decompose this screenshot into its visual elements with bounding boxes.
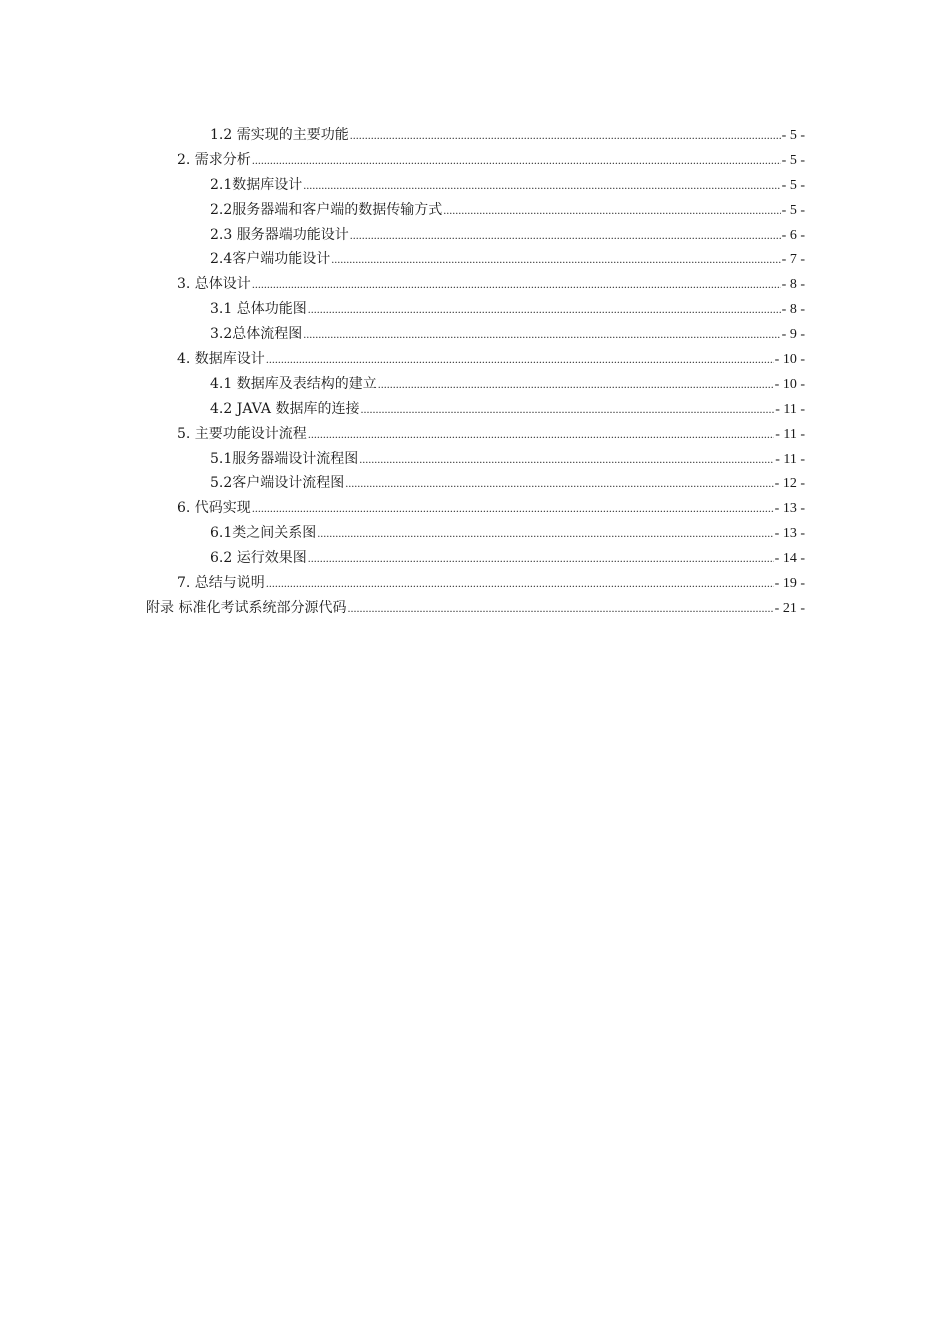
toc-entry[interactable]	[0, 372, 950, 397]
toc-entry-title: 5.2客户端设计流程图	[210, 475, 345, 492]
toc-entry-title: 3. 总体设计	[177, 276, 251, 293]
toc-entry-page: - 9 -	[781, 327, 805, 343]
toc-entry[interactable]	[0, 447, 950, 472]
toc-entry[interactable]	[0, 571, 950, 596]
toc-entry[interactable]	[0, 148, 950, 173]
toc-entry-title: 2.1数据库设计	[210, 176, 303, 193]
toc-entry-page: - 5 -	[781, 152, 805, 168]
dot-leader	[308, 422, 774, 447]
dot-leader	[350, 123, 781, 148]
toc-entry-page: - 13 -	[774, 526, 805, 542]
toc-entry-title: 4.2 JAVA 数据库的连接	[210, 400, 360, 417]
toc-entry-title: 4.1 数据库及表结构的建立	[210, 375, 377, 392]
toc-entry[interactable]	[0, 198, 950, 223]
toc-entry-page: - 8 -	[781, 302, 805, 318]
toc-entry-page: - 10 -	[774, 376, 805, 392]
toc-entry-title: 7. 总结与说明	[177, 575, 265, 592]
toc-entry-page: - 14 -	[774, 551, 805, 567]
dot-leader	[266, 571, 774, 596]
toc-entry[interactable]	[0, 422, 950, 447]
toc-entry[interactable]	[0, 123, 950, 148]
toc-entry-page: - 10 -	[774, 352, 805, 368]
table-of-contents	[0, 123, 950, 621]
dot-leader	[252, 272, 781, 297]
dot-leader	[359, 447, 774, 472]
toc-entry[interactable]	[0, 272, 950, 297]
toc-entry-title: 2.3 服务器端功能设计	[210, 226, 349, 243]
dot-leader	[303, 322, 780, 347]
toc-entry-title: 6. 代码实现	[177, 500, 251, 517]
toc-entry-title: 2.2服务器端和客户端的数据传输方式	[210, 201, 443, 218]
toc-entry[interactable]	[0, 322, 950, 347]
toc-entry[interactable]	[0, 471, 950, 496]
dot-leader	[347, 596, 773, 621]
toc-entry-page: - 8 -	[781, 277, 805, 293]
dot-leader	[350, 223, 781, 248]
toc-entry-title: 4. 数据库设计	[177, 351, 265, 368]
toc-entry-page: - 5 -	[781, 202, 805, 218]
toc-entry-page: - 5 -	[781, 128, 805, 143]
toc-entry[interactable]	[0, 596, 950, 621]
dot-leader	[360, 397, 774, 422]
toc-entry-page: - 5 -	[781, 177, 805, 193]
dot-leader	[443, 198, 780, 223]
toc-entry[interactable]	[0, 247, 950, 272]
toc-entry-page: - 19 -	[774, 576, 805, 592]
dot-leader	[308, 297, 781, 322]
toc-entry[interactable]	[0, 347, 950, 372]
toc-entry[interactable]	[0, 223, 950, 248]
toc-entry-page: - 11 -	[775, 426, 805, 442]
toc-entry-page: - 13 -	[774, 501, 805, 517]
toc-entry-page: - 21 -	[774, 600, 805, 616]
toc-entry-title: 2. 需求分析	[177, 151, 251, 168]
toc-entry-title: 6.2 运行效果图	[210, 550, 307, 567]
dot-leader	[303, 173, 780, 198]
dot-leader	[266, 347, 774, 372]
toc-entry[interactable]	[0, 521, 950, 546]
toc-entry[interactable]	[0, 173, 950, 198]
toc-entry-page: - 7 -	[781, 252, 805, 268]
toc-entry-title: 附录 标准化考试系统部分源代码	[146, 599, 347, 616]
dot-leader	[345, 471, 773, 496]
toc-entry[interactable]	[0, 546, 950, 571]
toc-entry-title: 2.4客户端功能设计	[210, 251, 331, 268]
toc-entry[interactable]	[0, 496, 950, 521]
dot-leader	[252, 496, 774, 521]
toc-entry-title: 3.1 总体功能图	[210, 301, 307, 318]
toc-entry-title: 5.1服务器端设计流程图	[210, 450, 359, 467]
toc-entry[interactable]	[0, 397, 950, 422]
dot-leader	[308, 546, 774, 571]
toc-entry-title: 6.1类之间关系图	[210, 525, 317, 542]
dot-leader	[331, 247, 780, 272]
toc-entry-title: 1.2 需实现的主要功能	[210, 127, 349, 143]
dot-leader	[317, 521, 773, 546]
toc-entry-title: 3.2总体流程图	[210, 326, 303, 343]
dot-leader	[252, 148, 781, 173]
toc-entry-page: - 11 -	[775, 451, 805, 467]
toc-entry-page: - 11 -	[775, 401, 805, 417]
toc-entry-page: - 6 -	[781, 227, 805, 243]
toc-entry-title: 5. 主要功能设计流程	[177, 425, 307, 442]
toc-entry[interactable]	[0, 297, 950, 322]
toc-entry-page: - 12 -	[774, 476, 805, 492]
dot-leader	[378, 372, 774, 397]
